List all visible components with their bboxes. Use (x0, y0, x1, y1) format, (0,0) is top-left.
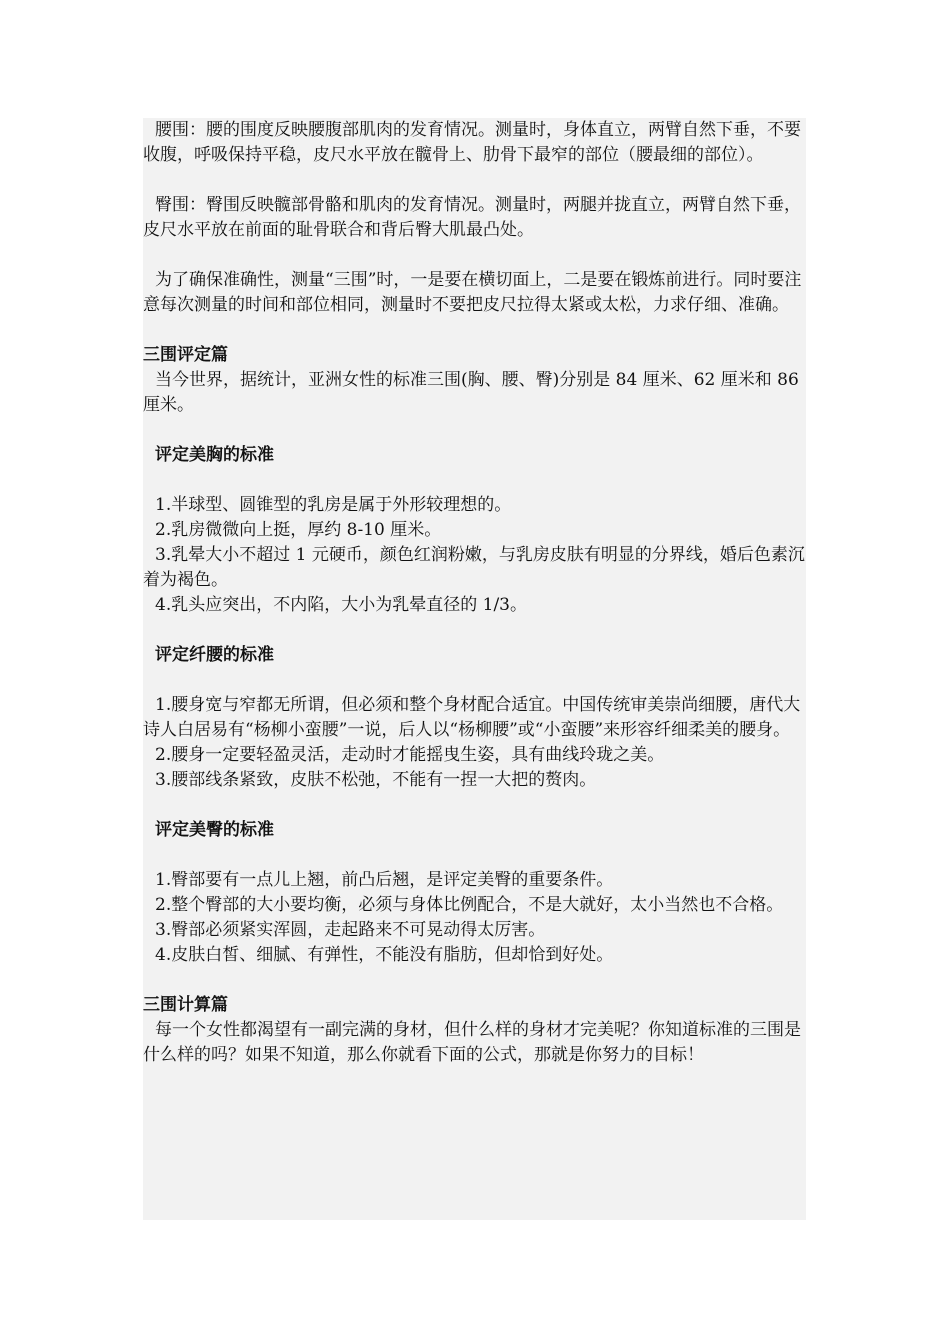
waist-standard-heading: 评定纤腰的标准 (155, 645, 274, 665)
calculation-paragraph: 每一个女性都渴望有一副完满的身材，但什么样的身材才完美呢？你知道标准的三围是什么样的吗？如果不知道，那么你就看下面的公式，那就是你努力的目标！ (143, 1020, 801, 1065)
waist-measure-paragraph: 腰围：腰的围度反映腰腹部肌肉的发育情况。测量时，身体直立，两臂自然下垂，不要收腹，呼吸保持平稳，皮尺水平放在髋骨上、肋骨下最窄的部位（腰最细的部位）。 (143, 120, 801, 165)
waist-item: 2.腰身一定要轻盈灵活，走动时才能摇曳生姿，具有曲线玲珑之美。 (155, 745, 665, 765)
chest-standard-heading: 评定美胸的标准 (155, 445, 274, 465)
chest-item: 1.半球型、圆锥型的乳房是属于外形较理想的。 (155, 495, 512, 515)
hip-measure-paragraph: 臀围：臀围反映髋部骨骼和肌肉的发育情况。测量时，两腿并拢直立，两臂自然下垂，皮尺水平放在前面的耻骨联合和背后臀大肌最凸处。 (143, 195, 801, 240)
asia-standard-paragraph: 当今世界，据统计，亚洲女性的标准三围(胸、腰、臀)分别是 84 厘米、62 厘米和 86 厘米。 (143, 370, 799, 415)
chest-item: 3.乳晕大小不超过 1 元硬币，颜色红润粉嫩，与乳房皮肤有明显的分界线，婚后色素沉着为褐色。 (143, 545, 805, 590)
chest-item: 2.乳房微微向上挺，厚约 8-10 厘米。 (155, 520, 442, 540)
chest-item: 4.乳头应突出，不内陷，大小为乳晕直径的 1/3。 (155, 595, 527, 615)
hip-standard-heading: 评定美臀的标准 (155, 820, 274, 840)
evaluation-heading: 三围评定篇 (143, 345, 228, 365)
calculation-heading: 三围计算篇 (143, 995, 228, 1015)
waist-item: 1.腰身宽与窄都无所谓，但必须和整个身材配合适宜。中国传统审美崇尚细腰，唐代大诗人白居易有“杨柳小蛮腰”一说，后人以“杨柳腰”或“小蛮腰”来形容纤细柔美的腰身。 (143, 695, 801, 740)
hip-item: 3.臀部必须紧实浑圆，走起路来不可晃动得太厉害。 (155, 920, 546, 940)
accuracy-paragraph: 为了确保准确性，测量“三围”时，一是要在横切面上，二是要在锻炼前进行。同时要注意每次测量的时间和部位相同，测量时不要把皮尺拉得太紧或太松，力求仔细、准确。 (143, 270, 802, 315)
hip-item: 4.皮肤白皙、细腻、有弹性，不能没有脂肪，但却恰到好处。 (155, 945, 614, 965)
waist-item: 3.腰部线条紧致，皮肤不松弛，不能有一捏一大把的赘肉。 (155, 770, 597, 790)
article-body (143, 118, 806, 1220)
hip-item: 1.臀部要有一点儿上翘，前凸后翘，是评定美臀的重要条件。 (155, 870, 614, 890)
hip-item: 2.整个臀部的大小要均衡，必须与身体比例配合，不是大就好，太小当然也不合格。 (155, 895, 784, 915)
